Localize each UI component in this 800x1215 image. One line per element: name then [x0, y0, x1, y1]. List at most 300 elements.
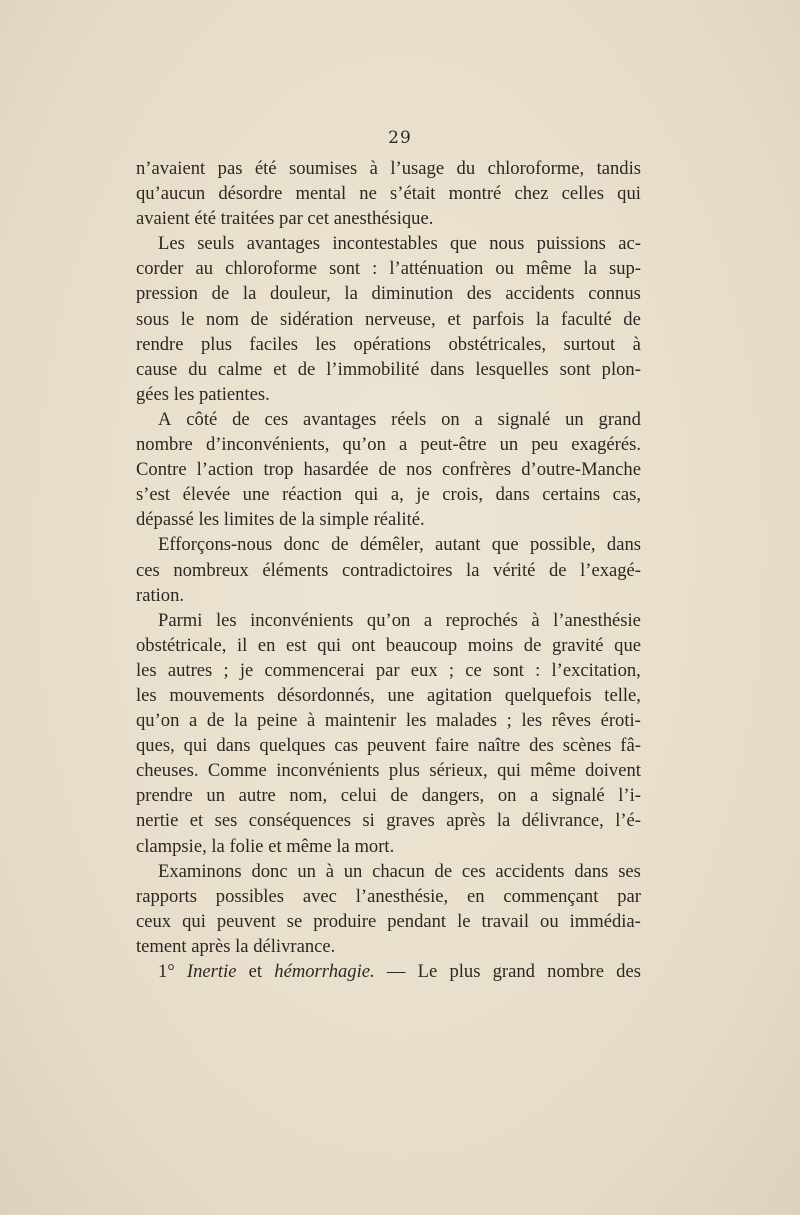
- word: de: [279, 509, 302, 531]
- word: ce: [465, 659, 482, 681]
- word: malades: [436, 710, 498, 732]
- word: et: [189, 810, 204, 832]
- word: tement: [136, 935, 192, 957]
- word: l’usage: [390, 158, 445, 179]
- word: possibles: [215, 885, 284, 907]
- word: de: [232, 408, 250, 430]
- word: la: [583, 258, 597, 280]
- word: plus: [449, 961, 481, 982]
- word: on: [497, 785, 517, 807]
- word: pression: [136, 283, 198, 305]
- word: patientes.: [199, 383, 270, 405]
- word: nertie: [136, 810, 179, 832]
- word: que: [450, 233, 477, 255]
- word: ac-: [618, 233, 641, 255]
- word: éléments: [262, 559, 329, 581]
- word: une: [387, 684, 415, 706]
- word: Inertie: [186, 961, 237, 982]
- word: peine: [257, 710, 298, 732]
- word: ces: [136, 559, 160, 581]
- word: produire: [313, 910, 377, 932]
- word: puissions: [536, 233, 606, 255]
- word: élevée: [182, 484, 231, 506]
- word: seuls: [197, 233, 235, 255]
- word: nom,: [289, 785, 328, 807]
- word: sidération: [279, 308, 354, 330]
- word: par: [279, 208, 308, 230]
- word: dans: [606, 534, 641, 556]
- word: opérations: [353, 333, 431, 355]
- text-line: [136, 156, 641, 181]
- word: sérieux,: [429, 760, 488, 782]
- text-line: [136, 783, 641, 808]
- word: les: [521, 710, 543, 732]
- word: ses: [214, 810, 238, 832]
- text-line: [136, 256, 641, 281]
- word: accidents: [505, 283, 575, 305]
- word: reprochés: [445, 609, 518, 631]
- word: cause: [136, 358, 178, 380]
- word: exagérés.: [571, 434, 641, 456]
- text-line: [136, 307, 641, 332]
- text-line: [136, 457, 641, 482]
- word: à: [325, 860, 334, 882]
- word: a: [474, 408, 483, 430]
- word: chloroforme: [225, 258, 318, 280]
- word: en: [466, 885, 485, 907]
- word: avantages: [246, 233, 321, 255]
- word: Contre: [136, 459, 187, 481]
- word: du: [188, 358, 207, 380]
- word: Comme: [207, 760, 267, 782]
- word: d’inconvénients,: [205, 434, 330, 456]
- word: autre: [238, 785, 276, 807]
- word: douleur,: [270, 283, 331, 305]
- word: les: [136, 684, 157, 706]
- word: anesthésique.: [333, 208, 434, 230]
- word: les: [198, 509, 224, 531]
- word: cas: [334, 735, 359, 757]
- word: et: [273, 358, 287, 380]
- word: 1°: [158, 961, 175, 982]
- word: par: [617, 885, 641, 907]
- word: prendre: [136, 785, 193, 807]
- word: ;: [448, 659, 455, 681]
- text-line: [136, 658, 641, 683]
- word: nos: [406, 459, 432, 481]
- word: celles: [561, 183, 604, 205]
- word: traitées: [220, 208, 280, 230]
- word: en: [257, 634, 276, 656]
- text-line: [136, 507, 641, 532]
- word: est: [286, 634, 307, 656]
- word: été: [194, 208, 221, 230]
- word: l’excitation,: [551, 659, 641, 681]
- word: de: [378, 459, 397, 481]
- word: a: [423, 609, 433, 631]
- body-text: [136, 156, 641, 984]
- word: diminution: [371, 283, 454, 305]
- text-line: [136, 407, 641, 432]
- word: signalé: [497, 408, 551, 430]
- word: se: [286, 910, 303, 932]
- word: après: [446, 810, 486, 832]
- word: s’est: [136, 484, 171, 506]
- word: la: [211, 835, 230, 857]
- text-line: [136, 758, 641, 783]
- word: corder: [136, 258, 184, 280]
- word: commençant: [503, 885, 599, 907]
- word: autres: [167, 659, 213, 681]
- word: la: [344, 283, 358, 305]
- word: surtout: [563, 333, 616, 355]
- word: de: [206, 710, 225, 732]
- word: naître: [477, 735, 521, 757]
- word: réaction: [282, 484, 342, 506]
- text-line: [136, 482, 641, 507]
- word: la: [535, 308, 550, 330]
- word: qu’aucun: [136, 183, 206, 205]
- text-line: [136, 834, 641, 859]
- word: limites: [223, 509, 280, 531]
- text-line: [136, 231, 641, 256]
- word: hasardée: [303, 459, 369, 481]
- word: simple: [319, 509, 374, 531]
- word: n’avaient: [136, 158, 206, 179]
- word: signalé: [551, 785, 605, 807]
- word: ces: [461, 860, 486, 882]
- word: nom: [205, 308, 239, 330]
- word: calme: [217, 358, 263, 380]
- text-line: [136, 382, 641, 407]
- word: à: [369, 158, 378, 179]
- word: été: [254, 158, 277, 179]
- word: de: [623, 308, 641, 330]
- word: chloroforme,: [487, 158, 585, 179]
- word: après: [191, 935, 236, 957]
- word: faculté: [561, 308, 612, 330]
- word: un: [343, 860, 363, 882]
- word: dans: [574, 860, 609, 882]
- word: grand: [598, 408, 641, 430]
- word: de: [211, 283, 230, 305]
- word: de: [434, 860, 453, 882]
- word: peut-être: [420, 434, 487, 456]
- text-line: [136, 733, 641, 758]
- word: possible,: [529, 534, 596, 556]
- text-line: [136, 683, 641, 708]
- word: délivrance.: [253, 935, 336, 957]
- word: a: [189, 710, 198, 732]
- word: la: [466, 559, 480, 581]
- word: certains: [542, 484, 601, 506]
- word: maintenir: [324, 710, 397, 732]
- word: quelques: [259, 735, 326, 757]
- word: mouvements: [169, 684, 265, 706]
- word: qui: [497, 760, 521, 782]
- word: inconvénients: [250, 609, 354, 631]
- word: commencerai: [264, 659, 365, 681]
- word: obstétricales,: [448, 333, 547, 355]
- word: ;: [223, 659, 229, 681]
- word: montré: [448, 183, 502, 205]
- word: la: [235, 935, 254, 957]
- word: sup-: [608, 258, 641, 280]
- word: de: [297, 358, 316, 380]
- word: qu’on: [366, 609, 411, 631]
- word: pendant: [387, 910, 447, 932]
- word: chez: [514, 183, 549, 205]
- word: de: [523, 634, 542, 656]
- word: du: [456, 158, 476, 179]
- word: un: [565, 408, 584, 430]
- word: à: [307, 710, 316, 732]
- word: avec: [302, 885, 337, 907]
- word: plus: [388, 760, 420, 782]
- word: de: [548, 559, 567, 581]
- word: sont: [559, 358, 591, 380]
- word: gées: [136, 383, 174, 405]
- word: conséquences: [248, 810, 351, 832]
- text-line: [136, 909, 641, 934]
- word: parfois: [472, 308, 525, 330]
- word: les: [215, 609, 237, 631]
- word: —: [386, 961, 406, 982]
- word: ;: [506, 710, 512, 732]
- word: côté: [186, 408, 218, 430]
- word: faire: [434, 735, 469, 757]
- word: de: [390, 785, 409, 807]
- word: et: [447, 308, 461, 330]
- word: mort.: [354, 835, 395, 857]
- word: nombre: [547, 961, 604, 982]
- word: les: [136, 659, 157, 681]
- word: chacun: [372, 860, 425, 882]
- word: obstétricale,: [136, 634, 227, 656]
- word: même: [526, 258, 572, 280]
- word: inconvénients: [276, 760, 380, 782]
- word: dans: [430, 358, 465, 380]
- word: ses: [618, 860, 641, 882]
- word: d’outre-Manche: [521, 459, 641, 481]
- word: rapports: [136, 885, 197, 907]
- word: grand: [492, 961, 535, 982]
- word: autant: [435, 534, 481, 556]
- word: ceux: [136, 910, 172, 932]
- word: l’atténuation: [389, 258, 484, 280]
- word: dépassé: [136, 509, 199, 531]
- word: avantages: [303, 408, 377, 430]
- text-line: [136, 558, 641, 583]
- word: :: [535, 659, 541, 681]
- word: plus: [200, 333, 232, 355]
- word: mental: [295, 183, 347, 205]
- word: l’exagé-: [580, 559, 641, 581]
- word: il: [236, 634, 248, 656]
- word: les: [405, 710, 427, 732]
- word: l’anesthésie,: [355, 885, 449, 907]
- word: que: [614, 634, 641, 656]
- word: clampsie,: [136, 835, 212, 857]
- word: le: [180, 308, 195, 330]
- word: scènes: [562, 735, 612, 757]
- word: ou: [495, 258, 514, 280]
- text-line: [136, 633, 641, 658]
- word: démêler,: [359, 534, 424, 556]
- text-line: [136, 357, 641, 382]
- word: :: [372, 258, 378, 280]
- text-line: [136, 608, 641, 633]
- word: dangers,: [421, 785, 485, 807]
- word: la: [336, 835, 355, 857]
- word: et: [268, 835, 287, 857]
- page-number: 29: [388, 128, 412, 148]
- word: de: [250, 308, 269, 330]
- word: plon-: [601, 358, 641, 380]
- word: trop: [263, 459, 294, 481]
- word: même: [530, 760, 576, 782]
- word: Efforçons-nous: [158, 534, 273, 556]
- word: crois,: [442, 484, 484, 506]
- word: nombre: [136, 434, 193, 456]
- word: Le: [417, 961, 438, 982]
- text-line: [136, 206, 641, 231]
- word: la: [234, 710, 248, 732]
- word: fâ-: [620, 735, 641, 757]
- word: pas: [217, 158, 243, 179]
- word: si: [362, 810, 375, 832]
- word: ration.: [136, 584, 185, 606]
- word: celui: [340, 785, 377, 807]
- word: cas,: [612, 484, 641, 506]
- word: ques,: [136, 735, 175, 757]
- word: l’immobilité: [326, 358, 420, 380]
- word: nous: [489, 233, 525, 255]
- word: travail: [481, 910, 530, 932]
- word: tandis: [596, 158, 641, 179]
- word: les: [173, 383, 199, 405]
- word: rêves: [551, 710, 591, 732]
- word: la: [301, 509, 320, 531]
- word: éroti-: [600, 710, 641, 732]
- word: les: [315, 333, 337, 355]
- word: délivrance,: [521, 810, 604, 832]
- word: accidents: [495, 860, 565, 882]
- word: un: [297, 860, 316, 882]
- word: un: [206, 785, 225, 807]
- word: connus: [588, 283, 641, 305]
- word: qui: [317, 634, 341, 656]
- text-line: [136, 332, 641, 357]
- word: Parmi: [158, 609, 203, 631]
- word: l’anesthésie: [553, 609, 641, 631]
- word: des: [466, 283, 492, 305]
- word: Examinons: [158, 860, 242, 882]
- word: par: [375, 659, 400, 681]
- word: ne: [359, 183, 377, 205]
- word: a,: [390, 484, 404, 506]
- word: faciles: [249, 333, 298, 355]
- text-line: [136, 432, 641, 457]
- word: désordre: [218, 183, 283, 205]
- word: vérité: [493, 559, 536, 581]
- word: l’action: [196, 459, 254, 481]
- word: beaucoup: [385, 634, 458, 656]
- word: a: [530, 785, 539, 807]
- word: des: [616, 961, 641, 982]
- word: on: [441, 408, 460, 430]
- word: folie: [229, 835, 269, 857]
- word: soumises: [289, 158, 358, 179]
- word: l’é-: [615, 810, 641, 832]
- word: incontestables: [332, 233, 438, 255]
- word: un: [499, 434, 519, 456]
- word: dans: [495, 484, 530, 506]
- word: et: [248, 961, 263, 982]
- word: qui: [617, 183, 641, 205]
- word: peuvent: [216, 910, 276, 932]
- text-line: [136, 959, 641, 984]
- word: doivent: [585, 760, 641, 782]
- word: hémorrhagie.: [274, 961, 375, 982]
- word: moins: [467, 634, 514, 656]
- word: le: [457, 910, 471, 932]
- word: à: [531, 609, 540, 631]
- word: une: [242, 484, 270, 506]
- word: Les: [158, 233, 185, 255]
- text-line: [136, 708, 641, 733]
- word: à: [632, 333, 641, 355]
- word: ou: [540, 910, 559, 932]
- text-line: [136, 181, 641, 206]
- text-line: [136, 884, 641, 909]
- word: graves: [386, 810, 435, 832]
- word: qui: [182, 910, 206, 932]
- word: contradictoires: [341, 559, 453, 581]
- text-line: [136, 532, 641, 557]
- text-line: [136, 281, 641, 306]
- word: quelquefois: [504, 684, 592, 706]
- word: sous: [136, 308, 170, 330]
- word: gravité: [551, 634, 604, 656]
- word: telle,: [604, 684, 641, 706]
- word: A: [158, 408, 172, 430]
- word: sont: [329, 258, 361, 280]
- text-line: [136, 808, 641, 833]
- word: la: [242, 283, 257, 305]
- word: nombreux: [173, 559, 249, 581]
- word: s’était: [390, 183, 436, 205]
- word: donc: [251, 860, 288, 882]
- word: je: [416, 484, 430, 506]
- text-line: [136, 934, 641, 959]
- word: au: [195, 258, 214, 280]
- word: l’i-: [618, 785, 641, 807]
- word: qui: [354, 484, 379, 506]
- word: désordonnés,: [277, 684, 375, 706]
- word: que: [491, 534, 519, 556]
- word: ont: [351, 634, 376, 656]
- word: peuvent: [367, 735, 426, 757]
- word: nerveuse,: [364, 308, 436, 330]
- word: agitation: [427, 684, 493, 706]
- word: qu’on: [136, 710, 180, 732]
- word: des: [529, 735, 554, 757]
- word: ces: [264, 408, 289, 430]
- word: réalité.: [373, 509, 425, 531]
- word: dans: [216, 735, 251, 757]
- word: même: [286, 835, 337, 857]
